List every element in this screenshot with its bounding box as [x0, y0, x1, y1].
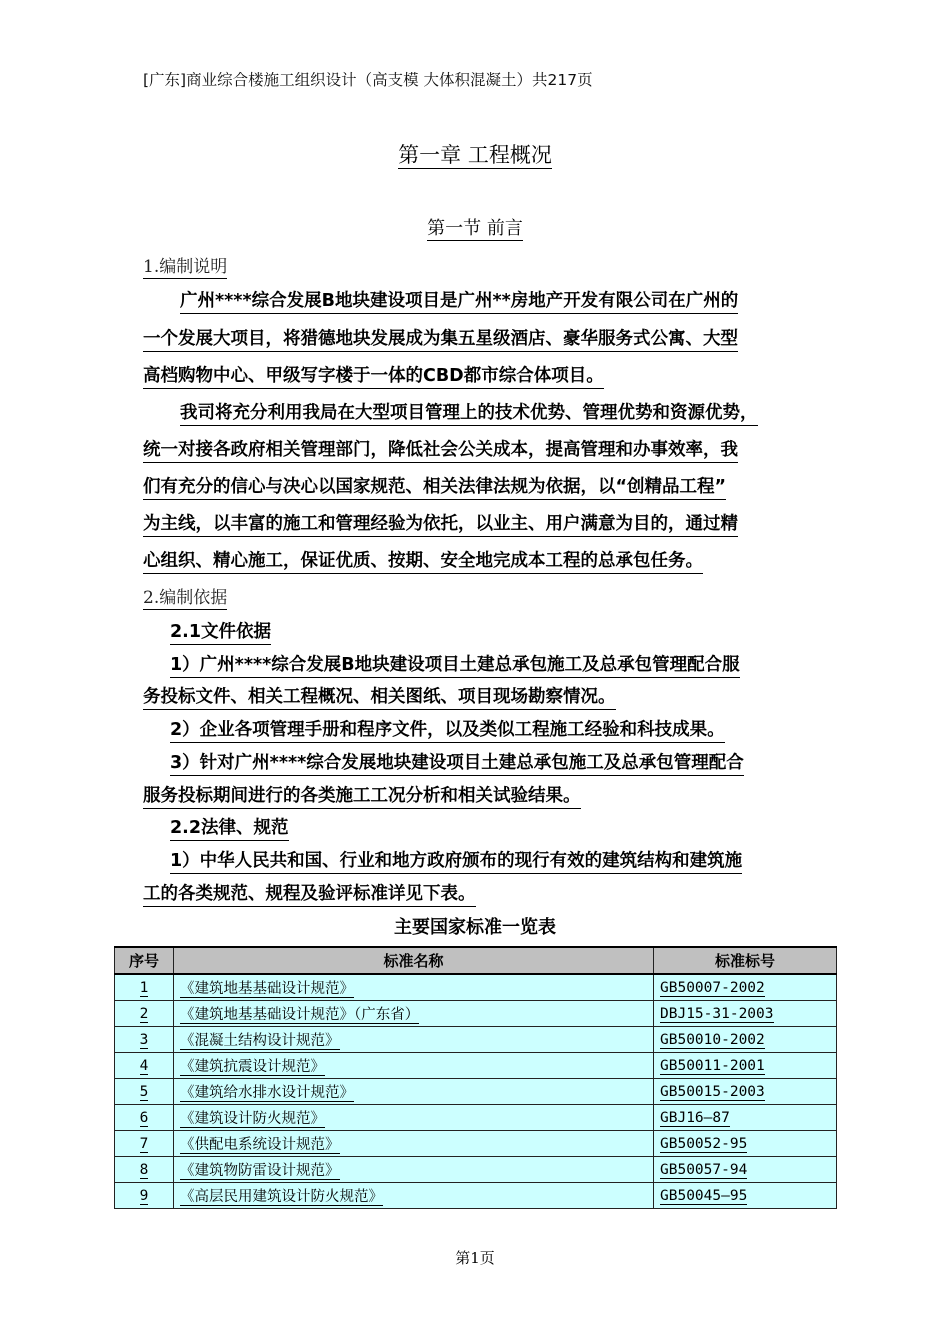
table-title: 主要国家标准一览表: [394, 917, 556, 938]
standard-code: GB50045—95: [654, 1183, 837, 1209]
paragraph-line: 统一对接各政府相关管理部门，降低社会公关成本，提高管理和办事效率，我: [143, 436, 738, 461]
subheading-laws: 2.2法律、规范: [170, 814, 289, 839]
row-index: 5: [115, 1079, 174, 1105]
table-row: [115, 1001, 837, 1027]
table-row: [115, 1053, 837, 1079]
list-item: 3）针对广州****综合发展地块建设项目土建总承包施工及总承包管理配合: [170, 749, 744, 774]
page-footer: 第1页: [455, 1249, 495, 1267]
table-header-row: [115, 947, 837, 974]
standard-code: GB50057-94: [654, 1157, 837, 1183]
col-header-code: 标准标号: [654, 947, 837, 974]
section-title: 第一节 前言: [427, 218, 523, 239]
paragraph-line: 心组织、精心施工，保证优质、按期、安全地完成本工程的总承包任务。: [143, 547, 703, 572]
heading-compile-basis: 2.编制依据: [143, 588, 228, 608]
standard-code: GBJ16—87: [654, 1105, 837, 1131]
standard-name: 《建筑抗震设计规范》: [174, 1053, 654, 1079]
subheading-document-basis: 2.1文件依据: [170, 618, 271, 643]
row-index: 1: [115, 974, 174, 1001]
standard-name: 《建筑物防雷设计规范》: [174, 1157, 654, 1183]
standard-name: 《建筑给水排水设计规范》: [174, 1079, 654, 1105]
row-index: 8: [115, 1157, 174, 1183]
standard-code: GB50015-2003: [654, 1079, 837, 1105]
col-header-index: 序号: [115, 947, 174, 974]
table-row: [115, 1027, 837, 1053]
list-item: 服务投标期间进行的各类施工工况分析和相关试验结果。: [143, 782, 581, 807]
standards-table: [114, 946, 837, 1209]
row-index: 7: [115, 1131, 174, 1157]
row-index: 2: [115, 1001, 174, 1027]
row-index: 9: [115, 1183, 174, 1209]
paragraph-line: 一个发展大项目，将猎德地块发展成为集五星级酒店、豪华服务式公寓、大型: [143, 325, 738, 350]
col-header-name: 标准名称: [174, 947, 654, 974]
list-item: 1）广州****综合发展B地块建设项目土建总承包施工及总承包管理配合服: [170, 651, 740, 676]
standard-name: 《建筑设计防火规范》: [174, 1105, 654, 1131]
paragraph-line: 我司将充分利用我局在大型项目管理上的技术优势、管理优势和资源优势，: [180, 399, 758, 424]
table-row: [115, 974, 837, 1001]
paragraph-line: 为主线，以丰富的施工和管理经验为依托，以业主、用户满意为目的，通过精: [143, 510, 738, 535]
standard-name: 《建筑地基基础设计规范》（广东省）: [174, 1001, 654, 1027]
table-row: [115, 1131, 837, 1157]
paragraph-line: 高档购物中心、甲级写字楼于一体的CBD都市综合体项目。: [143, 362, 604, 387]
standard-name: 《建筑地基基础设计规范》: [174, 974, 654, 1001]
standard-code: GB50010-2002: [654, 1027, 837, 1053]
paragraph-line: 们有充分的信心与决心以国家规范、相关法律法规为依据，以“创精品工程”: [143, 473, 726, 498]
standard-code: GB50007-2002: [654, 974, 837, 1001]
chapter-title: 第一章 工程概况: [398, 143, 552, 167]
standard-code: DBJ15-31-2003: [654, 1001, 837, 1027]
standard-code: GB50011-2001: [654, 1053, 837, 1079]
standard-name: 《供配电系统设计规范》: [174, 1131, 654, 1157]
table-row: [115, 1157, 837, 1183]
standard-name: 《高层民用建筑设计防火规范》: [174, 1183, 654, 1209]
row-index: 3: [115, 1027, 174, 1053]
heading-compile-note: 1.编制说明: [143, 257, 228, 277]
paragraph-line: 广州****综合发展B地块建设项目是广州**房地产开发有限公司在广州的: [180, 287, 738, 312]
list-item: 工的各类规范、规程及验评标准详见下表。: [143, 880, 476, 905]
table-row: [115, 1079, 837, 1105]
standard-name: 《混凝土结构设计规范》: [174, 1027, 654, 1053]
list-item: 2）企业各项管理手册和程序文件，以及类似工程施工经验和科技成果。: [170, 716, 725, 741]
table-row: [115, 1105, 837, 1131]
standard-code: GB50052-95: [654, 1131, 837, 1157]
page-header: [广东]商业综合楼施工组织设计（高支模 大体积混凝土）共217页: [143, 71, 593, 89]
row-index: 4: [115, 1053, 174, 1079]
list-item: 务投标文件、相关工程概况、相关图纸、项目现场勘察情况。: [143, 683, 616, 708]
list-item: 1）中华人民共和国、行业和地方政府颁布的现行有效的建筑结构和建筑施: [170, 847, 742, 872]
row-index: 6: [115, 1105, 174, 1131]
table-row: [115, 1183, 837, 1209]
